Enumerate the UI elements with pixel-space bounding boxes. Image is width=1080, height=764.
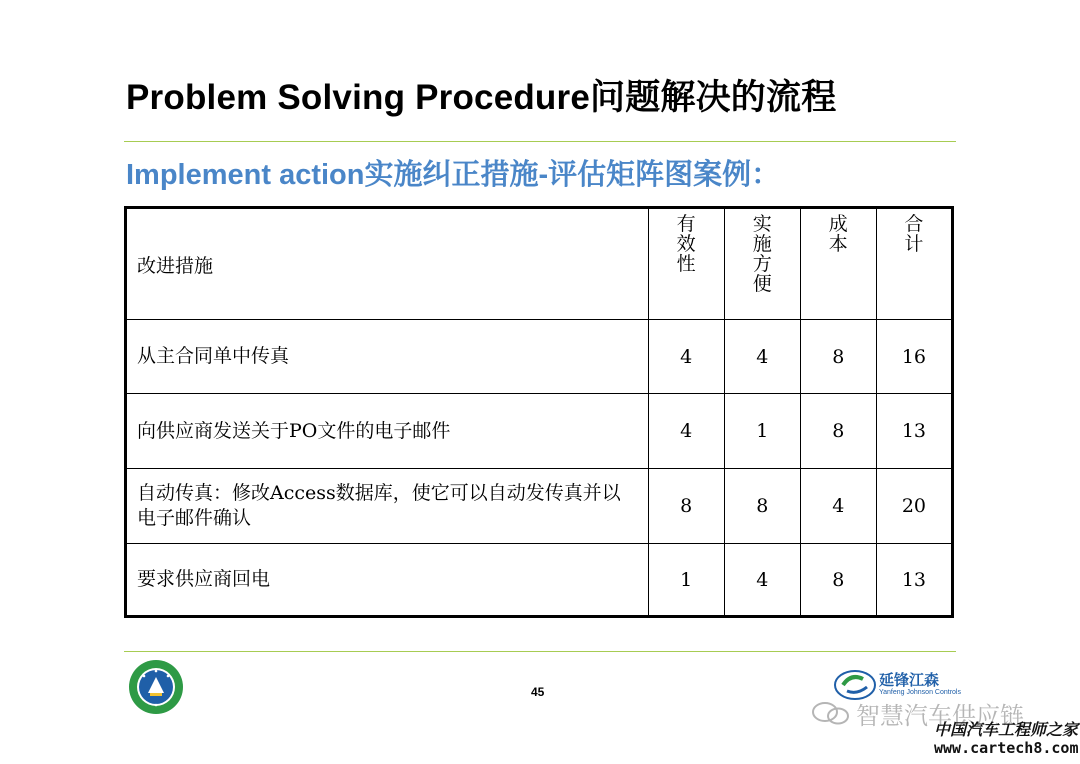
header-total xyxy=(876,208,952,320)
row-cost: 8 xyxy=(800,544,876,617)
stamp-line-2: www.cartech8.com xyxy=(934,739,1079,757)
row-effectiveness: 8 xyxy=(648,469,724,544)
header-ease-label: 实施方便 xyxy=(752,213,772,295)
row-ease: 4 xyxy=(724,320,800,394)
row-action: 向供应商发送关于PO文件的电子邮件 xyxy=(126,394,649,469)
header-effectiveness-label: 有效性 xyxy=(676,213,696,275)
row-action: 从主合同单中传真 xyxy=(126,320,649,394)
bottom-divider xyxy=(124,651,956,652)
table-header-row xyxy=(126,208,953,320)
table-row xyxy=(126,469,953,544)
row-total: 16 xyxy=(876,320,952,394)
row-effectiveness: 1 xyxy=(648,544,724,617)
slide-subtitle: Implement action实施纠正措施-评估矩阵图案例： xyxy=(126,159,781,191)
table-row xyxy=(126,394,953,469)
header-total-label: 合计 xyxy=(904,213,924,255)
row-action: 自动传真：修改Access数据库，使它可以自动发传真并以电子邮件确认 xyxy=(126,469,649,544)
row-effectiveness: 4 xyxy=(648,320,724,394)
row-effectiveness: 4 xyxy=(648,394,724,469)
college-seal-logo xyxy=(128,659,184,715)
row-total: 13 xyxy=(876,394,952,469)
row-action: 要求供应商回电 xyxy=(126,544,649,617)
header-action xyxy=(126,208,649,320)
slide-title: Problem Solving Procedure问题解决的流程 xyxy=(126,78,837,117)
header-ease xyxy=(724,208,800,320)
wechat-icon xyxy=(810,700,852,726)
row-cost: 8 xyxy=(800,394,876,469)
table-row xyxy=(126,544,953,617)
row-total: 13 xyxy=(876,544,952,617)
evaluation-matrix-table xyxy=(124,206,954,618)
header-cost xyxy=(800,208,876,320)
top-divider xyxy=(124,141,956,142)
row-ease: 8 xyxy=(724,469,800,544)
logo-right-text: 延锋江森 xyxy=(879,672,940,689)
header-cost-label: 成本 xyxy=(828,213,848,255)
row-ease: 4 xyxy=(724,544,800,617)
row-cost: 8 xyxy=(800,320,876,394)
row-ease: 1 xyxy=(724,394,800,469)
header-effectiveness xyxy=(648,208,724,320)
row-total: 20 xyxy=(876,469,952,544)
watermark-text: 智慧汽车供应链 xyxy=(856,702,1024,730)
page-number: 45 xyxy=(531,685,545,699)
table-row xyxy=(126,320,953,394)
header-action-label: 改进措施 xyxy=(137,254,214,277)
logo-right-subtext: Yanfeng Johnson Controls xyxy=(879,689,961,696)
stamp-line-1: 中国汽车工程师之家 xyxy=(934,722,1079,739)
row-cost: 4 xyxy=(800,469,876,544)
